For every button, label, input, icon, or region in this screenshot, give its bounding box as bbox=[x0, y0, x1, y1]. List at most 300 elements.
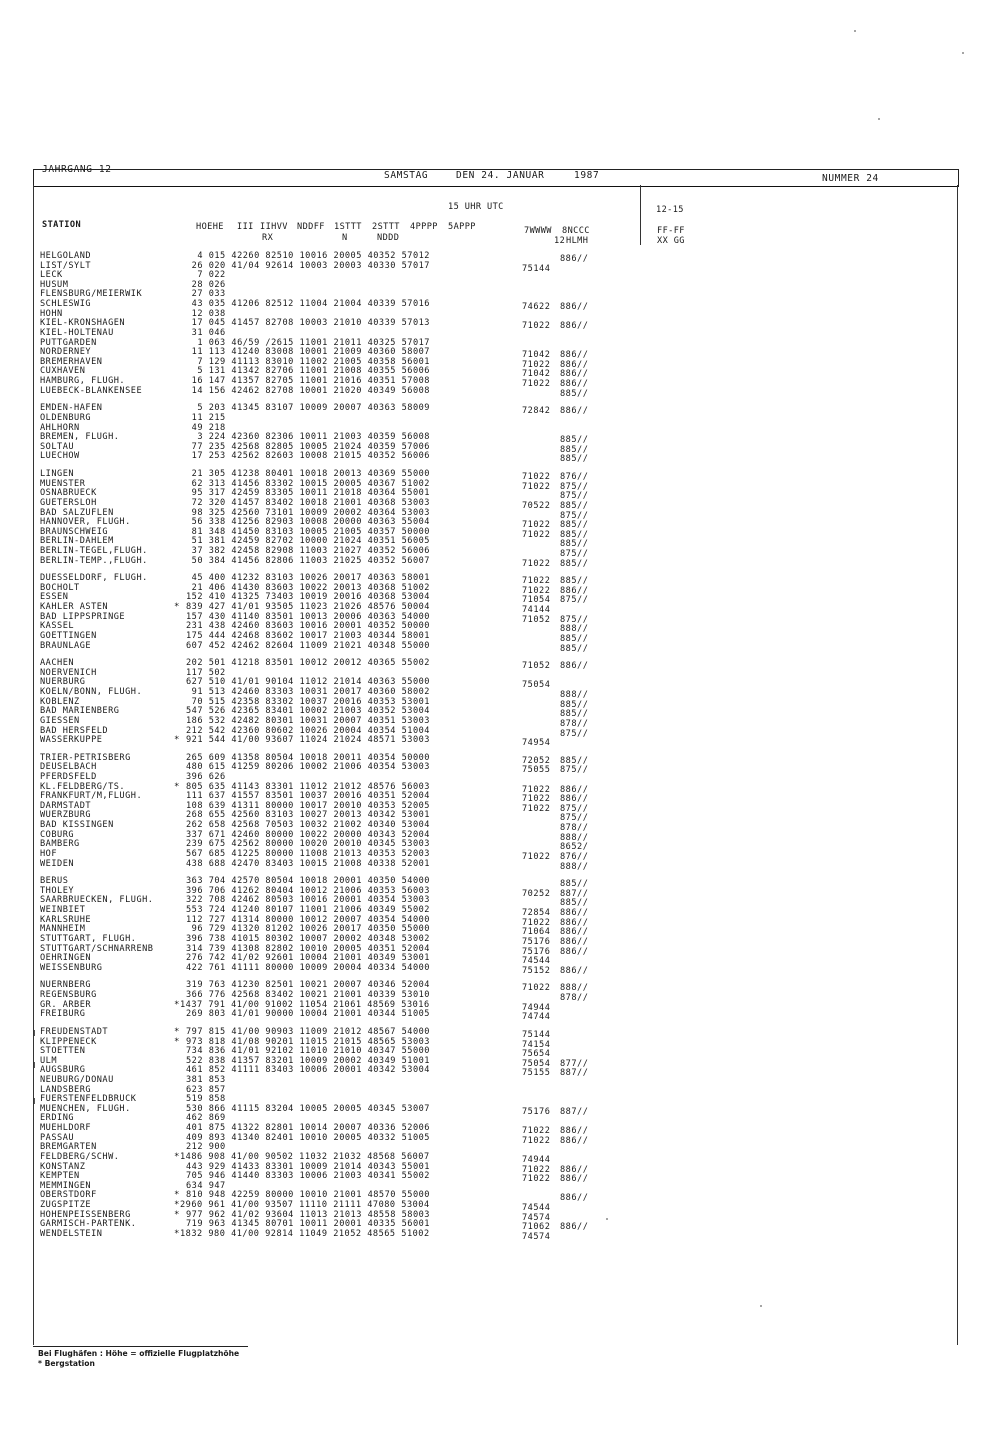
observation-values: 262 658 42568 70503 10032 21002 40340 53004 bbox=[186, 820, 430, 831]
7wwww-column-header: 7WWWW bbox=[524, 226, 552, 236]
station-name: WEINBIET bbox=[40, 905, 86, 916]
mountain-station-marker: * bbox=[174, 1190, 180, 1201]
station-name: PASSAU bbox=[40, 1132, 75, 1143]
station-name: FRANKFURT/M,FLUGH. bbox=[40, 791, 143, 802]
observation-values: 839 427 41/01 93505 11023 21026 48576 50004 bbox=[186, 602, 430, 613]
observation-values: 17 045 41457 82708 10003 21010 40339 57013 bbox=[186, 318, 430, 329]
weather-group-7: 75054 bbox=[522, 680, 551, 691]
xxgg-column-header: XX GG bbox=[657, 236, 685, 246]
station-name: LUECHOW bbox=[40, 451, 80, 462]
weather-group-7: 74622 bbox=[522, 302, 551, 313]
observation-values: 519 858 bbox=[186, 1094, 226, 1105]
observation-values: 108 639 41311 80000 10017 20010 40353 52005 bbox=[186, 800, 430, 811]
observation-values: 634 947 bbox=[186, 1180, 226, 1191]
cloud-group-8: 885// bbox=[560, 709, 589, 720]
observation-values: 5 131 41342 82706 11001 21008 40355 56006 bbox=[186, 366, 430, 377]
weather-group-7: 74544 bbox=[522, 1203, 551, 1214]
cloud-group-8: 875// bbox=[560, 481, 589, 492]
weather-group-7: 75176 bbox=[522, 1106, 551, 1117]
cloud-group-8: 885// bbox=[560, 643, 589, 654]
station-name: LECK bbox=[40, 270, 63, 281]
cloud-group-8: 8652/ bbox=[560, 842, 589, 853]
weather-group-7: 75144 bbox=[522, 263, 551, 274]
ffff-column-header: FF-FF bbox=[657, 226, 685, 236]
observation-values: 627 510 41/01 90104 11012 21014 40363 55000 bbox=[186, 677, 430, 688]
observation-values: 56 338 41256 82903 10008 20000 40363 55004 bbox=[186, 517, 430, 528]
cloud-group-8: 886// bbox=[560, 1174, 589, 1185]
observation-values: 396 738 41015 80302 10007 20002 40348 53002 bbox=[186, 933, 430, 944]
mountain-station-marker: * bbox=[174, 1228, 180, 1239]
mountain-station-marker: * bbox=[174, 1036, 180, 1047]
margin-mark bbox=[34, 1030, 35, 1036]
observation-values: 461 852 41111 83403 10006 20001 40342 53004 bbox=[186, 1065, 430, 1076]
observation-values: 81 348 41450 83103 10005 21005 40357 50000 bbox=[186, 526, 430, 537]
station-name: MANNHEIM bbox=[40, 924, 86, 935]
cloud-group-8: 886// bbox=[560, 302, 589, 313]
observation-values: 719 963 41345 80701 10011 20001 40335 56001 bbox=[186, 1219, 430, 1230]
observation-values: 269 803 41/01 90000 10004 21001 40344 51005 bbox=[186, 1009, 430, 1020]
observation-values: 810 948 42259 80000 10010 21001 48570 55000 bbox=[186, 1190, 430, 1201]
station-name: HELGOLAND bbox=[40, 251, 92, 261]
cloud-group-8: 886// bbox=[560, 585, 589, 596]
station-name: WEISSENBURG bbox=[40, 962, 103, 973]
cloud-group-8: 875// bbox=[560, 614, 589, 625]
weather-group-7: 71022 bbox=[522, 520, 551, 531]
station-name: BOCHOLT bbox=[40, 582, 80, 593]
station-name: TRIER-PETRISBERG bbox=[40, 752, 131, 763]
weather-group-7: 74944 bbox=[522, 1154, 551, 1165]
weather-group-7: 70252 bbox=[522, 888, 551, 899]
observation-values: 70 515 42358 83302 10037 20016 40353 53001 bbox=[186, 696, 430, 707]
weather-group-7: 71022 bbox=[522, 784, 551, 795]
observation-values: 363 704 42570 80504 10018 20001 40350 54000 bbox=[186, 876, 430, 887]
observation-values: 77 235 42568 82805 10005 21024 40359 57006 bbox=[186, 441, 430, 452]
station-name: BRAUNLAGE bbox=[40, 640, 92, 651]
12-column-header: 12 bbox=[554, 236, 566, 246]
cloud-group-8: 886// bbox=[560, 1193, 589, 1204]
cloud-group-8: 886// bbox=[560, 946, 589, 957]
observation-values: 72 320 41457 83402 10018 21001 40368 53003 bbox=[186, 497, 430, 508]
weather-group-7: 71022 bbox=[522, 794, 551, 805]
cloud-group-8: 885// bbox=[560, 500, 589, 511]
cloud-group-8: 885// bbox=[560, 435, 589, 446]
station-name: NUERBURG bbox=[40, 677, 86, 688]
right-rule bbox=[957, 185, 958, 1345]
station-name: SAARBRUECKEN, FLUGH. bbox=[40, 895, 154, 906]
station-name: LIST/SYLT bbox=[40, 260, 92, 271]
observation-values: 14 156 42462 82708 10001 21020 40349 56008 bbox=[186, 385, 430, 396]
station-name: NEUBURG/DONAU bbox=[40, 1074, 114, 1085]
station-name: BREMGARTEN bbox=[40, 1142, 97, 1153]
station-name: GARMISCH-PARTENK. bbox=[40, 1219, 137, 1230]
station-name: DUESSELDORF, FLUGH. bbox=[40, 573, 148, 584]
station-name: GUETERSLOH bbox=[40, 497, 97, 508]
observation-values: 21 406 41430 83603 10022 20013 40368 51002 bbox=[186, 582, 430, 593]
weather-group-7: 71022 bbox=[522, 359, 551, 370]
cloud-group-8: 886// bbox=[560, 784, 589, 795]
utc-label: 15 UHR UTC bbox=[448, 202, 504, 212]
cloud-group-8: 888// bbox=[560, 832, 589, 843]
observation-values: 805 635 41143 83301 11012 21012 48576 56003 bbox=[186, 781, 430, 792]
hoehe-column-header: HOEHE bbox=[196, 222, 224, 232]
cloud-group-8: 885// bbox=[560, 454, 589, 465]
station-name: COBURG bbox=[40, 829, 75, 840]
cloud-group-8: 875// bbox=[560, 491, 589, 502]
station-name: HOHENPEISSENBERG bbox=[40, 1209, 131, 1220]
observation-values: 2960 961 41/00 93507 11110 21111 47080 53004 bbox=[180, 1200, 430, 1211]
station-name: NORDERNEY bbox=[40, 347, 92, 358]
station-name: PFERDSFELD bbox=[40, 772, 97, 782]
cloud-group-8: 875// bbox=[560, 595, 589, 606]
nddd-column-header: NDDD bbox=[377, 233, 400, 243]
station-name: KLIPPENECK bbox=[40, 1036, 97, 1047]
cloud-group-8: 886// bbox=[560, 794, 589, 805]
cloud-group-8: 886// bbox=[560, 350, 589, 361]
station-name: AACHEN bbox=[40, 658, 75, 669]
cloud-group-8: 885// bbox=[560, 520, 589, 531]
station-name: BAD HERSFELD bbox=[40, 725, 109, 736]
cloud-group-8: 887// bbox=[560, 1106, 589, 1117]
cloud-group-8: 876// bbox=[560, 472, 589, 483]
date-label: DEN 24. JANUAR bbox=[456, 170, 545, 181]
station-name: HOF bbox=[40, 848, 58, 859]
station-name: SOLTAU bbox=[40, 441, 75, 452]
mountain-station-marker: * bbox=[174, 735, 180, 746]
cloud-group-8: 886// bbox=[560, 927, 589, 938]
station-name: STUTTGART/SCHNARRENB bbox=[40, 943, 154, 954]
observation-values: 43 035 41206 82512 11004 21004 40339 57016 bbox=[186, 299, 430, 310]
weather-group-7: 71022 bbox=[522, 851, 551, 862]
observation-values: 21 305 41238 80401 10018 20013 40369 55000 bbox=[186, 469, 430, 480]
observation-values: 51 381 42459 82702 10000 21024 40351 56005 bbox=[186, 536, 430, 547]
year-label: 1987 bbox=[574, 170, 600, 181]
observation-values: 31 046 bbox=[186, 327, 226, 338]
weather-group-7: 71022 bbox=[522, 576, 551, 587]
scan-speck bbox=[606, 1218, 608, 1220]
nummer-label: NUMMER 24 bbox=[822, 173, 879, 184]
station-name: GR. ARBER bbox=[40, 999, 92, 1010]
weather-group-7: 72854 bbox=[522, 908, 551, 919]
mid-rule bbox=[640, 185, 641, 245]
weather-group-7: 71022 bbox=[522, 321, 551, 332]
cloud-group-8: 886// bbox=[560, 1126, 589, 1137]
time-range-label: 12-15 bbox=[656, 205, 684, 215]
cloud-group-8: 886// bbox=[560, 1135, 589, 1146]
station-name: ULM bbox=[40, 1055, 58, 1066]
weather-group-7: 71062 bbox=[522, 1222, 551, 1233]
observation-values: 705 946 41440 83303 10006 21003 40341 55002 bbox=[186, 1171, 430, 1182]
mountain-station-marker: * bbox=[174, 781, 180, 792]
station-name: ERDING bbox=[40, 1113, 75, 1124]
observation-values: 45 400 41232 83103 10026 20017 40363 58001 bbox=[186, 573, 430, 584]
scan-speck bbox=[760, 1305, 762, 1307]
mountain-station-marker: * bbox=[174, 999, 180, 1010]
observation-values: 5 203 41345 83107 10009 20007 40363 58009 bbox=[186, 403, 430, 414]
cloud-group-8: 877// bbox=[560, 1058, 589, 1069]
cloud-group-8: 875// bbox=[560, 728, 589, 739]
cloud-group-8: 885// bbox=[560, 444, 589, 455]
weather-group-7: 72052 bbox=[522, 755, 551, 766]
observation-values: 480 615 41259 80206 10002 21006 40354 53003 bbox=[186, 762, 430, 773]
cloud-group-8: 875// bbox=[560, 510, 589, 521]
cloud-group-8: 886// bbox=[560, 369, 589, 380]
station-name: THOLEY bbox=[40, 885, 75, 896]
station-name: BREMEN, FLUGH. bbox=[40, 432, 120, 443]
observation-values: 12 038 bbox=[186, 308, 226, 319]
weather-group-7: 70522 bbox=[522, 500, 551, 511]
iii-column-header: III bbox=[237, 222, 254, 232]
observation-values: 98 325 42560 73101 10009 20002 40364 53003 bbox=[186, 507, 430, 518]
station-name: KOELN/BONN, FLUGH. bbox=[40, 687, 143, 698]
mountain-station-marker: * bbox=[174, 1209, 180, 1220]
station-name: HOHN bbox=[40, 308, 63, 319]
observation-values: 973 818 41/08 90201 11015 21015 48565 53003 bbox=[186, 1036, 430, 1047]
cloud-group-8: 887// bbox=[560, 1068, 589, 1079]
footnote-airport: Bei Flughäfen : Höhe = offizielle Flugplatzhöhe bbox=[38, 1349, 240, 1358]
observation-values: 797 815 41/00 90903 11009 21012 48567 54000 bbox=[186, 1026, 430, 1037]
observation-values: 567 685 41225 80000 11008 21013 40353 52003 bbox=[186, 848, 430, 859]
station-name: BERLIN-TEMP.,FLUGH. bbox=[40, 555, 148, 566]
4pppp-column-header: 4PPPP bbox=[410, 222, 438, 232]
observation-values: 212 542 42360 80602 10026 20004 40354 51004 bbox=[186, 725, 430, 736]
station-name: WENDELSTEIN bbox=[40, 1228, 103, 1239]
cloud-group-8: 888// bbox=[560, 983, 589, 994]
weather-group-7: 71052 bbox=[522, 661, 551, 672]
cloud-group-8: 885// bbox=[560, 699, 589, 710]
observation-values: 401 875 41322 82801 10014 20007 40336 52006 bbox=[186, 1123, 430, 1134]
weather-group-7: 71022 bbox=[522, 1164, 551, 1175]
cloud-group-8: 885// bbox=[560, 879, 589, 890]
observation-values: 977 962 41/02 93604 11013 21013 48558 58003 bbox=[186, 1209, 430, 1220]
observation-values: 268 655 42560 83103 10027 20013 40342 53001 bbox=[186, 810, 430, 821]
weather-group-7: 74574 bbox=[522, 1231, 551, 1242]
observation-values: 530 866 41115 83204 10005 20005 40345 53007 bbox=[186, 1103, 430, 1114]
station-name: FREIBURG bbox=[40, 1009, 86, 1020]
weather-group-7: 75144 bbox=[522, 1029, 551, 1040]
observation-values: 322 708 42462 80503 10016 20001 40354 53003 bbox=[186, 895, 430, 906]
observation-values: 27 033 bbox=[186, 289, 226, 300]
bottom-rule bbox=[33, 1346, 248, 1347]
station-name: BERLIN-TEGEL,FLUGH. bbox=[40, 545, 148, 556]
observation-values: 62 313 41456 83302 10015 20005 40367 51002 bbox=[186, 478, 430, 489]
observation-values: 202 501 41218 83501 10012 20012 40365 55002 bbox=[186, 658, 430, 669]
station-name: KL.FELDBERG/TS. bbox=[40, 781, 126, 792]
station-name: KONSTANZ bbox=[40, 1161, 86, 1172]
weather-group-7: 74544 bbox=[522, 956, 551, 967]
weather-group-7: 71022 bbox=[522, 585, 551, 596]
weather-group-7: 75654 bbox=[522, 1049, 551, 1060]
footnote-mountain: * Bergstation bbox=[38, 1359, 95, 1368]
station-name: OEHRINGEN bbox=[40, 953, 92, 964]
mountain-station-marker: * bbox=[174, 1200, 180, 1211]
jahrgang-label: JAHRGANG 12 bbox=[42, 164, 112, 175]
weather-group-7: 71022 bbox=[522, 1174, 551, 1185]
cloud-group-8: 875// bbox=[560, 765, 589, 776]
weather-group-7: 71022 bbox=[522, 481, 551, 492]
observation-values: 91 513 42460 83303 10031 20017 40360 58002 bbox=[186, 687, 430, 698]
station-name: LANDSBERG bbox=[40, 1084, 92, 1095]
station-name: SCHLESWIG bbox=[40, 299, 92, 310]
station-name: REGENSBURG bbox=[40, 990, 97, 1001]
5appp-column-header: 5APPP bbox=[448, 222, 476, 232]
cloud-group-8: 886// bbox=[560, 936, 589, 947]
station-name: FELDBERG/SCHW. bbox=[40, 1151, 120, 1162]
cloud-group-8: 886// bbox=[560, 661, 589, 672]
station-name: FUERSTENFELDBRUCK bbox=[40, 1094, 137, 1105]
observation-values: 112 727 41314 80000 10012 20007 40354 54000 bbox=[186, 914, 430, 925]
observation-values: 212 900 bbox=[186, 1142, 226, 1153]
observation-values: 239 675 42562 80000 10020 20010 40345 53003 bbox=[186, 839, 430, 850]
mountain-station-marker: * bbox=[174, 1151, 180, 1162]
observation-values: 1437 791 41/00 91002 11054 21061 48569 53016 bbox=[180, 999, 430, 1010]
cloud-group-8: 888// bbox=[560, 624, 589, 635]
observation-values: 422 761 41111 80000 10009 20004 40334 54000 bbox=[186, 962, 430, 973]
station-name: KAHLER ASTEN bbox=[40, 602, 109, 613]
weather-group-7: 71054 bbox=[522, 595, 551, 606]
cloud-group-8: 885// bbox=[560, 529, 589, 540]
observation-values: 111 637 41557 83501 10037 20016 40351 52004 bbox=[186, 791, 430, 802]
station-name: ESSEN bbox=[40, 592, 69, 603]
weather-group-7: 74574 bbox=[522, 1212, 551, 1223]
cloud-group-8: 886// bbox=[560, 321, 589, 332]
station-name: CUXHAVEN bbox=[40, 366, 86, 377]
n-column-header: N bbox=[342, 233, 348, 243]
weather-group-7: 71022 bbox=[522, 558, 551, 569]
hlmh-column-header: HLMH bbox=[566, 236, 589, 246]
cloud-group-8: 888// bbox=[560, 690, 589, 701]
station-name: MUEHLDORF bbox=[40, 1123, 92, 1134]
observation-values: 16 147 41357 82705 11001 21016 40351 57008 bbox=[186, 376, 430, 387]
weather-group-7: 71022 bbox=[522, 983, 551, 994]
cloud-group-8: 885// bbox=[560, 388, 589, 399]
station-name: OBERSTDORF bbox=[40, 1190, 97, 1201]
weather-group-7: 71022 bbox=[522, 379, 551, 390]
observation-values: 17 253 42562 82603 10008 21015 40352 56006 bbox=[186, 451, 430, 462]
cloud-group-8: 875// bbox=[560, 813, 589, 824]
weather-group-7: 74954 bbox=[522, 738, 551, 749]
station-name: HANNOVER, FLUGH. bbox=[40, 517, 131, 528]
cloud-group-8: 876// bbox=[560, 851, 589, 862]
cloud-group-8: 878// bbox=[560, 823, 589, 834]
weather-group-7: 71022 bbox=[522, 472, 551, 483]
scan-speck bbox=[962, 52, 964, 54]
weather-group-7: 75176 bbox=[522, 936, 551, 947]
observation-values: 366 776 42568 83402 10021 21001 40339 53010 bbox=[186, 990, 430, 1001]
station-name: BAD SALZUFLEN bbox=[40, 507, 114, 518]
weather-group-7: 75055 bbox=[522, 765, 551, 776]
cloud-group-8: 886// bbox=[560, 908, 589, 919]
observation-values: 522 838 41357 83201 10009 20002 40349 51001 bbox=[186, 1055, 430, 1066]
cloud-group-8: 886// bbox=[560, 965, 589, 976]
observation-values: 265 609 41358 80504 10018 20011 40354 50000 bbox=[186, 752, 430, 763]
cloud-group-8: 885// bbox=[560, 539, 589, 550]
observation-values: 276 742 41/02 92601 10004 21001 40349 53001 bbox=[186, 953, 430, 964]
station-name: AUGSBURG bbox=[40, 1065, 86, 1076]
observation-values: 49 218 bbox=[186, 422, 226, 433]
observation-values: 553 724 41240 80107 11001 21006 40349 55002 bbox=[186, 905, 430, 916]
station-name: FLENSBURG/MEIERWIK bbox=[40, 289, 143, 300]
observation-values: 11 113 41240 83008 10001 21009 40360 58007 bbox=[186, 347, 430, 358]
observation-values: 1 063 46/59 /2615 11001 21011 40325 57017 bbox=[186, 337, 430, 348]
cloud-group-8: 886// bbox=[560, 1164, 589, 1175]
station-name: BAMBERG bbox=[40, 839, 80, 850]
station-name: BRAUNSCHWEIG bbox=[40, 526, 109, 537]
cloud-group-8: 886// bbox=[560, 406, 589, 417]
station-name: BERUS bbox=[40, 876, 69, 887]
cloud-group-8: 885// bbox=[560, 898, 589, 909]
cloud-group-8: 885// bbox=[560, 633, 589, 644]
observation-values: 96 729 41320 81202 10026 20017 40350 55000 bbox=[186, 924, 430, 935]
weather-group-7: 71052 bbox=[522, 614, 551, 625]
observation-values: 607 452 42462 82604 11009 21021 40348 55000 bbox=[186, 640, 430, 651]
station-column-header: STATION bbox=[42, 220, 82, 230]
observation-values: 95 317 42459 83305 10011 21018 40364 55001 bbox=[186, 488, 430, 499]
weather-group-7: 74154 bbox=[522, 1039, 551, 1050]
weather-group-7: 71042 bbox=[522, 369, 551, 380]
observation-values: 26 020 41/04 92614 10003 20003 40330 57017 bbox=[186, 260, 430, 271]
station-name: BERLIN-DAHLEM bbox=[40, 536, 114, 547]
weather-group-7: 71022 bbox=[522, 803, 551, 814]
station-name: FREUDENSTADT bbox=[40, 1026, 109, 1037]
observation-values: 462 869 bbox=[186, 1113, 226, 1124]
station-name: MUENCHEN, FLUGH. bbox=[40, 1103, 131, 1114]
station-name: KARLSRUHE bbox=[40, 914, 92, 925]
cloud-group-8: 875// bbox=[560, 803, 589, 814]
weekday-label: SAMSTAG bbox=[384, 170, 429, 181]
station-name: KASSEL bbox=[40, 621, 75, 632]
observation-values: 37 382 42458 82908 11003 21027 40352 56006 bbox=[186, 545, 430, 556]
cloud-group-8: 887// bbox=[560, 888, 589, 899]
station-name: DEUSELBACH bbox=[40, 762, 97, 773]
observation-values: 337 671 42460 80000 10022 20000 40343 52004 bbox=[186, 829, 430, 840]
mountain-station-marker: * bbox=[174, 602, 180, 613]
station-name: MEMMINGEN bbox=[40, 1180, 92, 1191]
scan-speck bbox=[854, 30, 856, 32]
observation-values: 28 026 bbox=[186, 279, 226, 290]
observation-values: 7 022 bbox=[186, 270, 226, 281]
observation-values: 50 384 41456 82806 11003 21025 40352 56007 bbox=[186, 555, 430, 566]
cloud-group-8: 886// bbox=[560, 254, 589, 264]
station-name: KIEL-KRONSHAGEN bbox=[40, 318, 126, 329]
station-name: BREMERHAVEN bbox=[40, 356, 103, 367]
weather-group-7: 71022 bbox=[522, 529, 551, 540]
station-name: STUTTGART, FLUGH. bbox=[40, 933, 137, 944]
station-name: WASSERKUPPE bbox=[40, 735, 103, 746]
weather-group-7: 75054 bbox=[522, 1058, 551, 1069]
cloud-group-8: 886// bbox=[560, 359, 589, 370]
observation-values: 547 526 42365 83401 10002 21003 40352 53004 bbox=[186, 706, 430, 717]
station-name: NUERNBERG bbox=[40, 980, 92, 991]
cloud-group-8: 886// bbox=[560, 1222, 589, 1233]
cloud-group-8: 886// bbox=[560, 379, 589, 390]
station-name: KOBLENZ bbox=[40, 696, 80, 707]
cloud-group-8: 878// bbox=[560, 718, 589, 729]
station-name: AHLHORN bbox=[40, 422, 80, 433]
station-name: KEMPTEN bbox=[40, 1171, 80, 1182]
observation-values: 7 129 41113 83010 11002 21005 40358 56001 bbox=[186, 356, 430, 367]
weather-group-7: 71042 bbox=[522, 350, 551, 361]
weather-group-7: 72842 bbox=[522, 406, 551, 417]
margin-mark bbox=[34, 1062, 35, 1068]
observation-values: 3 224 42360 82306 10011 21003 40359 56008 bbox=[186, 432, 430, 443]
station-name: BAD LIPPSPRINGE bbox=[40, 611, 126, 622]
observation-values: 186 532 42482 80301 10031 20007 40351 53003 bbox=[186, 715, 430, 726]
weather-group-7: 71022 bbox=[522, 917, 551, 928]
left-rule bbox=[33, 185, 34, 1345]
weather-group-7: 75155 bbox=[522, 1068, 551, 1079]
observation-values: 396 706 41262 80404 10012 21006 40353 56003 bbox=[186, 885, 430, 896]
observation-values: 1832 980 41/00 92814 11049 21052 48565 51002 bbox=[180, 1228, 430, 1239]
